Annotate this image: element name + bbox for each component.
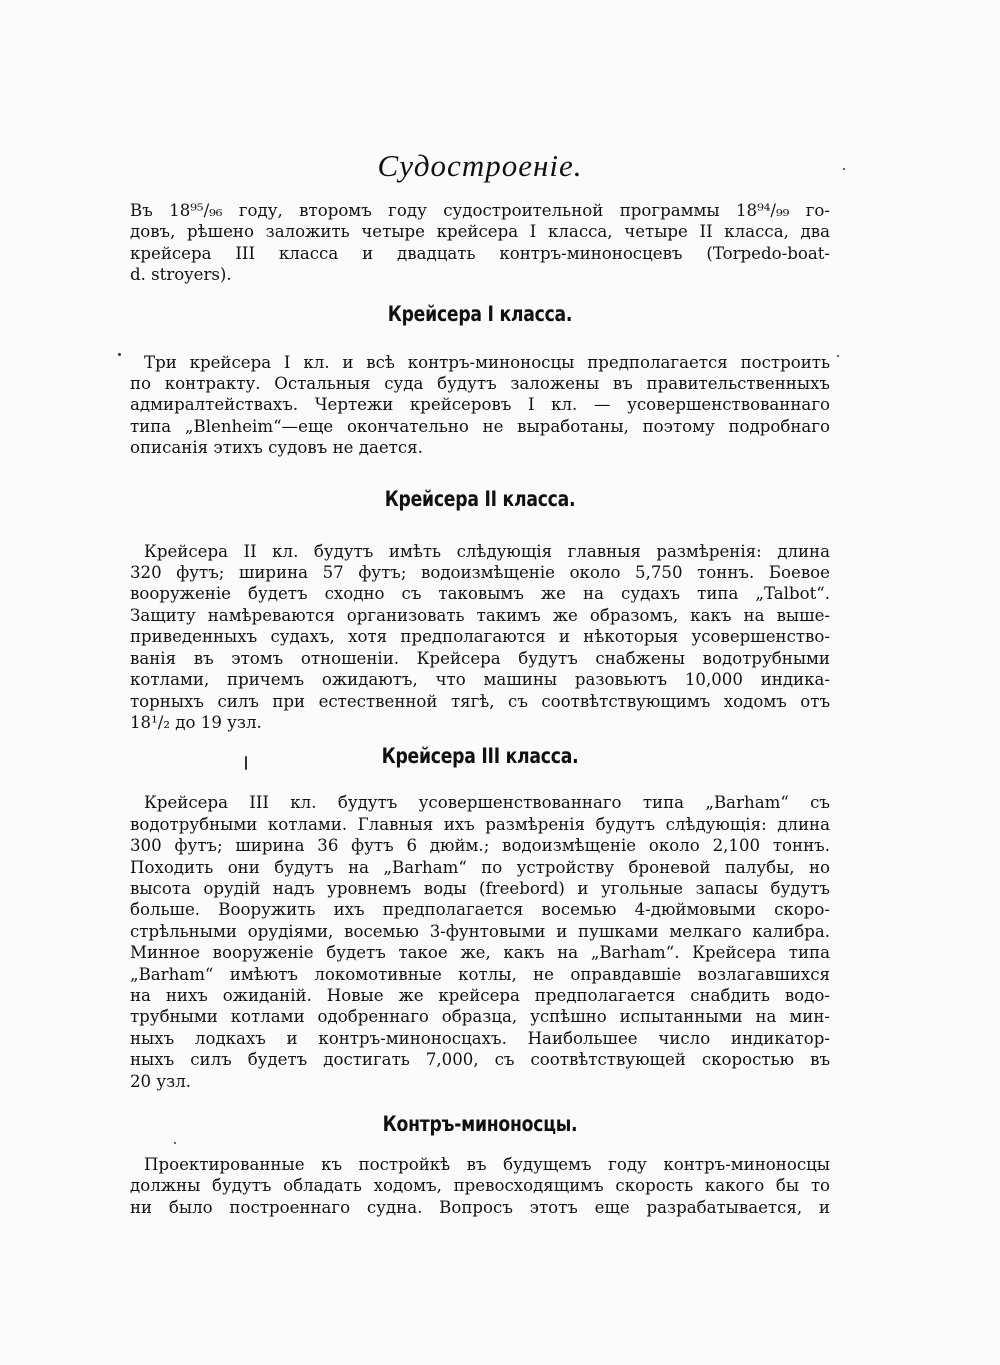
text-line: больше. Вооружить ихъ предполагается восемью 4-дюймовыми скоро-	[130, 900, 830, 920]
text-line: ныхъ лодкахъ и контръ-миноносцахъ. Наибольшее число индикатор-	[130, 1028, 830, 1048]
page-title: Судостроенiе.	[377, 148, 583, 183]
section-paragraph-cruisers-2	[130, 541, 830, 734]
text-line: должны будутъ обладать ходомъ, превосходящимъ скорость какого бы то	[130, 1176, 830, 1196]
text-line: адмиралтействахъ. Чертежи крейсеровъ I кл. — усовершенствованнаго	[130, 395, 830, 415]
section-heading-destroyers: Контръ-миноносцы.	[382, 1112, 578, 1136]
scan-speck	[837, 355, 839, 357]
text-line: довъ, рѣшено заложить четыре крейсера I класса, четыре II класса, два	[130, 222, 830, 242]
scan-speck	[118, 353, 121, 356]
text-line: вооруженiе будетъ сходно съ таковымъ же на судахъ типа „Talbot“.	[130, 584, 830, 604]
text-line: Походить они будутъ на „Barham“ по устройству броневой палубы, но	[130, 857, 830, 877]
section-heading-cruisers-3: Крейсера III класса.	[381, 744, 579, 769]
text-line: Крейсера II кл. будутъ имѣть слѣдующiя главныя размѣренiя: длина	[144, 541, 830, 561]
intro-paragraph	[130, 200, 830, 286]
text-line: 20 узл.	[130, 1071, 192, 1091]
text-line: типа „Blenheim“—еще окончательно не выработаны, поэтому подробнаго	[130, 416, 830, 436]
text-line: стрѣльными орудiями, восемью 3-фунтовыми и пушками мелкаго калибра.	[130, 921, 830, 941]
section-paragraph-destroyers	[130, 1154, 830, 1218]
text-line: d. stroyers).	[130, 265, 232, 285]
text-line: 300 футъ; ширина 36 футъ 6 дюйм.; водоизмѣщенiе около 2,100 тоннъ.	[130, 836, 830, 856]
text-line: по контракту. Остальныя суда будутъ заложены въ правительственныхъ	[130, 374, 830, 394]
section-heading-cruisers-1: Крейсера I класса.	[387, 301, 573, 326]
text-line: „Barham“ имѣютъ локомотивные котлы, не оправдавшiе возлагавшихся	[130, 964, 830, 984]
text-line: ныхъ силъ будетъ достигать 7,000, съ соотвѣтствующей скоростью въ	[130, 1050, 830, 1070]
text-line: описанiя этихъ судовъ не дается.	[130, 438, 423, 458]
text-line: ни было построеннаго судна. Вопросъ этотъ еще разрабатывается, и	[130, 1197, 830, 1217]
scan-speck	[245, 756, 247, 770]
text-line: Крейсера III кл. будутъ усовершенствованнаго типа „Barham“ съ	[144, 793, 830, 813]
text-column	[130, 148, 830, 1218]
text-line: Три крейсера I кл. и всѣ контръ-миноносцы предполагается построить	[144, 352, 830, 372]
section-heading-cruisers-2: Крейсера II класса.	[384, 486, 576, 511]
text-line: водотрубными котлами. Главныя ихъ размѣренiя будутъ слѣдующiя: длина	[130, 814, 830, 834]
text-line: трубными котлами одобреннаго образца, успѣшно испытанными на мин-	[130, 1007, 830, 1027]
text-line: котлами, причемъ ожидаютъ, что машины разовьютъ 10,000 индика-	[130, 670, 830, 690]
text-line: на нихъ ожиданiй. Новые же крейсера предполагается снабдить водо-	[130, 985, 830, 1005]
scan-speck	[174, 1142, 176, 1144]
section-paragraph-cruisers-3	[130, 792, 830, 1092]
text-line: торныхъ силъ при естественной тягѣ, съ соотвѣтствующимъ ходомъ отъ	[130, 691, 830, 711]
text-line: 18¹/₂ до 19 узл.	[130, 712, 262, 732]
text-line: Проектированные къ постройкѣ въ будущемъ году контръ-миноносцы	[144, 1155, 830, 1174]
text-line: крейсера III класса и двадцать контръ-миноносцевъ (Torpedo-boat-	[130, 243, 830, 263]
text-line: Въ 18⁹⁵/₉₆ году, второмъ году судостроительной программы 18⁹⁴/₉₉ го-	[130, 201, 830, 220]
text-line: Минное вооруженiе будетъ такое же, какъ на „Barham“. Крейсера типа	[130, 943, 830, 963]
text-line: приведенныхъ судахъ, хотя предполагаются и нѣкоторыя усовершенство-	[130, 627, 830, 647]
scan-speck	[843, 168, 845, 170]
text-line: 320 футъ; ширина 57 футъ; водоизмѣщенiе около 5,750 тоннъ. Боевое	[130, 563, 830, 583]
section-paragraph-cruisers-1	[130, 352, 830, 459]
text-line: ванiя въ этомъ отношенiи. Крейсера будутъ снабжены водотрубными	[130, 648, 830, 668]
text-line: высота орудiй надъ уровнемъ воды (freebord) и угольные запасы будутъ	[130, 878, 830, 898]
text-line: Защиту намѣреваются организовать такимъ же образомъ, какъ на выше-	[130, 605, 830, 625]
